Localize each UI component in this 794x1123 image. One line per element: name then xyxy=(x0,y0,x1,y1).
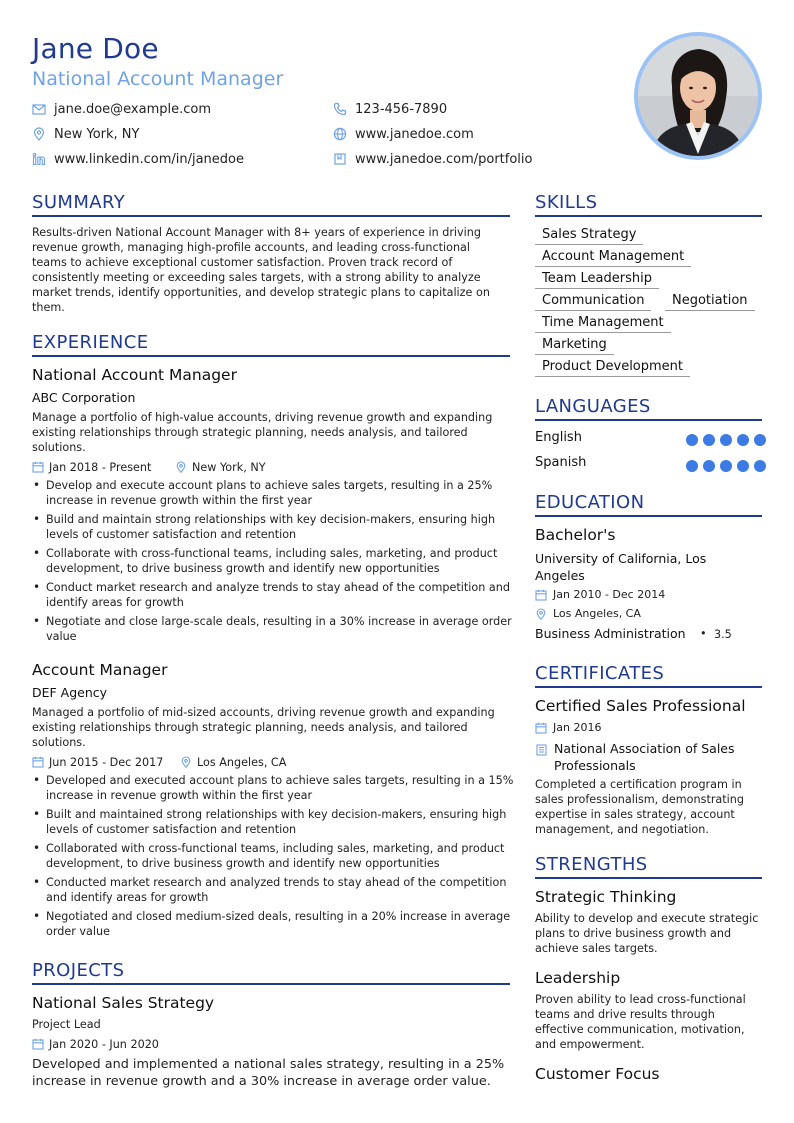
school: University of California, Los Angeles xyxy=(535,551,707,583)
project-description: Developed and implemented a national sales strategy, resulting in a 25% increase in revenue growth and a 30% increase in average order value. xyxy=(32,1057,505,1089)
proficiency-dot xyxy=(737,460,749,472)
calendar-icon xyxy=(32,461,44,473)
phone-contact[interactable] xyxy=(333,99,447,119)
linkedin-icon xyxy=(32,152,46,166)
certificates-divider xyxy=(535,686,762,688)
project-dates xyxy=(32,1036,159,1052)
field-of-study: Business Administration xyxy=(535,626,686,641)
phone-icon xyxy=(333,102,347,116)
strengths-heading: STRENGTHS xyxy=(535,854,648,875)
strength-description: Ability to develop and execute strategic plans to drive business growth and achieve sales targets. xyxy=(535,912,759,955)
proficiency-dot xyxy=(720,434,732,446)
job-description-line: existing relationships through strategic planning, needs analysis, and tailored xyxy=(32,426,468,439)
proficiency-dot xyxy=(703,434,715,446)
globe-icon xyxy=(333,127,347,141)
list-item: • Collaborate with cross-functional teams, including sales, marketing, and product development, to drive business growth and identify new opportunities xyxy=(32,546,522,576)
skill-tag: Account Management xyxy=(535,248,691,267)
job-dates-text: Jan 2018 - Present xyxy=(49,460,152,474)
project-name: National Sales Strategy xyxy=(32,994,215,1012)
job-description-line: existing relationships through strategic planning, needs analysis, and tailored xyxy=(32,721,468,734)
skill-tag: Sales Strategy xyxy=(535,226,643,245)
proficiency-dot xyxy=(754,460,766,472)
profile-photo-frame xyxy=(634,32,762,160)
job-description-line: solutions. xyxy=(32,736,86,749)
location-contact xyxy=(32,124,139,144)
map-pin-icon xyxy=(175,461,187,473)
job-dates xyxy=(32,754,163,770)
education-dates: Jan 2010 - Dec 2014 xyxy=(535,588,665,601)
linkedin-text: www.linkedin.com/in/janedoe xyxy=(54,151,244,167)
candidate-name: Jane Doe xyxy=(32,32,159,65)
profile-photo xyxy=(638,36,758,156)
proficiency-dot xyxy=(754,434,766,446)
website-contact[interactable] xyxy=(333,124,474,144)
calendar-icon xyxy=(535,722,547,734)
map-pin-icon xyxy=(535,608,547,620)
job-description xyxy=(32,410,512,455)
job-company: ABC Corporation xyxy=(32,390,136,405)
job-description-line: Manage a portfolio of high-value accounts, driving revenue growth and expanding xyxy=(32,411,493,424)
language-name: English xyxy=(535,430,582,445)
proficiency-dot xyxy=(686,460,698,472)
strength-name: Strategic Thinking xyxy=(535,888,677,906)
experience-heading: EXPERIENCE xyxy=(32,332,149,353)
skills-heading: SKILLS xyxy=(535,192,598,213)
language-level-1 xyxy=(686,460,766,472)
languages-divider xyxy=(535,419,762,421)
language-level-0 xyxy=(686,434,766,446)
proficiency-dot xyxy=(720,460,732,472)
location-text: New York, NY xyxy=(54,126,140,142)
calendar-icon xyxy=(32,1038,44,1050)
list-item: • Built and maintained strong relationships with key decision-makers, ensuring high levels of customer satisfaction and retention xyxy=(32,807,522,837)
skills-divider xyxy=(535,215,762,217)
map-pin-icon xyxy=(32,127,46,141)
project-role: Project Lead xyxy=(32,1018,101,1031)
portfolio-text: www.janedoe.com/portfolio xyxy=(355,151,533,167)
strength-description: Proven ability to lead cross-functional teams and drive results through effective communication, motivation, and empowerment. xyxy=(535,993,746,1051)
job-bullets xyxy=(32,773,522,943)
job-title: Account Manager xyxy=(32,661,168,679)
skill-tag: Team Leadership xyxy=(535,270,659,289)
certificate-issuer: National Association of Sales Professionals xyxy=(535,740,735,774)
mail-icon xyxy=(32,102,46,116)
strength-name: Leadership xyxy=(535,969,621,987)
summary-divider xyxy=(32,215,510,217)
strength-name: Customer Focus xyxy=(535,1065,660,1083)
list-item: • Negotiated and closed medium-sized deals, resulting in a 20% increase in average order value xyxy=(32,909,522,939)
job-description xyxy=(32,705,512,750)
linkedin-contact[interactable] xyxy=(32,149,244,169)
certificate-name: Certified Sales Professional xyxy=(535,697,746,715)
job-dates-text: Jun 2015 - Dec 2017 xyxy=(49,755,164,769)
education-location: Los Angeles, CA xyxy=(535,607,641,620)
building-icon xyxy=(535,743,548,756)
list-item: • Developed and executed account plans to achieve sales targets, resulting in a 15% increase in revenue growth within the first year xyxy=(32,773,522,803)
list-item: • Negotiate and close large-scale deals, resulting in a 30% increase in average order value xyxy=(32,614,522,644)
proficiency-dot xyxy=(703,460,715,472)
job-title: National Account Manager xyxy=(32,366,237,384)
skill-tag: Product Development xyxy=(535,358,690,377)
list-item: • Collaborated with cross-functional teams, including sales, marketing, and product development, to drive business growth and identify new opportunities xyxy=(32,841,522,871)
skill-tag: Negotiation xyxy=(665,292,755,311)
job-location xyxy=(180,754,286,770)
certificates-heading: CERTIFICATES xyxy=(535,663,665,684)
summary-line: Results-driven National Account Manager with 8+ years of experience in driving xyxy=(32,226,481,239)
skill-tag: Communication xyxy=(535,292,651,311)
languages-heading: LANGUAGES xyxy=(535,396,651,417)
candidate-title: National Account Manager xyxy=(32,68,284,90)
list-item: • Conducted market research and analyzed trends to stay ahead of the competition and identify areas for growth xyxy=(32,875,522,905)
summary-heading: SUMMARY xyxy=(32,192,126,213)
job-location-text: New York, NY xyxy=(192,460,266,474)
gpa-separator: • xyxy=(700,627,707,640)
job-bullets xyxy=(32,478,522,648)
certificate-date: Jan 2016 xyxy=(535,721,601,734)
summary-line: consistently meeting or exceeding sales targets, with a strong ability to analyze xyxy=(32,271,481,284)
language-name: Spanish xyxy=(535,455,587,470)
summary-line: revenue growth, managing high-profile accounts, and leading cross-functional xyxy=(32,241,471,254)
job-description-line: solutions. xyxy=(32,441,86,454)
phone-text: 123-456-7890 xyxy=(355,101,448,117)
projects-divider xyxy=(32,983,510,985)
degree: Bachelor's xyxy=(535,526,616,544)
portfolio-icon xyxy=(333,152,347,166)
email-text: jane.doe@example.com xyxy=(54,101,212,117)
education-divider xyxy=(535,515,762,517)
email-contact[interactable] xyxy=(32,99,211,119)
job-company: DEF Agency xyxy=(32,685,108,700)
skill-tag: Marketing xyxy=(535,336,614,355)
proficiency-dot xyxy=(737,434,749,446)
job-dates xyxy=(32,459,151,475)
summary-line: teams to achieve exceptional customer satisfaction. Proven track record of xyxy=(32,256,453,269)
job-location-text: Los Angeles, CA xyxy=(197,755,287,769)
website-text: www.janedoe.com xyxy=(355,126,474,142)
summary-line: market trends, identify opportunities, and develop strategic plans to capitalize on xyxy=(32,286,490,299)
list-item: • Develop and execute account plans to achieve sales targets, resulting in a 25% increase in revenue growth within the first year xyxy=(32,478,522,508)
calendar-icon xyxy=(32,756,44,768)
project-dates-text: Jan 2020 - Jun 2020 xyxy=(49,1037,159,1051)
job-description-line: Managed a portfolio of mid-sized accounts, driving revenue growth and expanding xyxy=(32,706,495,719)
list-item: • Conduct market research and analyze trends to stay ahead of the competition and identify areas for growth xyxy=(32,580,522,610)
certificate-description: Completed a certification program in sales professionalism, demonstrating expertise in sales strategy, account management, and negotiation. xyxy=(535,778,744,836)
experience-divider xyxy=(32,355,510,357)
map-pin-icon xyxy=(180,756,192,768)
summary-line: them. xyxy=(32,301,65,314)
portfolio-contact[interactable] xyxy=(333,149,533,169)
calendar-icon xyxy=(535,589,547,601)
education-heading: EDUCATION xyxy=(535,492,645,513)
strengths-divider xyxy=(535,877,762,879)
job-location xyxy=(175,459,266,475)
projects-heading: PROJECTS xyxy=(32,960,125,981)
proficiency-dot xyxy=(686,434,698,446)
summary-text xyxy=(32,225,512,315)
list-item: • Build and maintain strong relationships with key decision-makers, ensuring high levels of customer satisfaction and retention xyxy=(32,512,522,542)
gpa: 3.5 xyxy=(714,628,732,641)
skill-tag: Time Management xyxy=(535,314,671,333)
